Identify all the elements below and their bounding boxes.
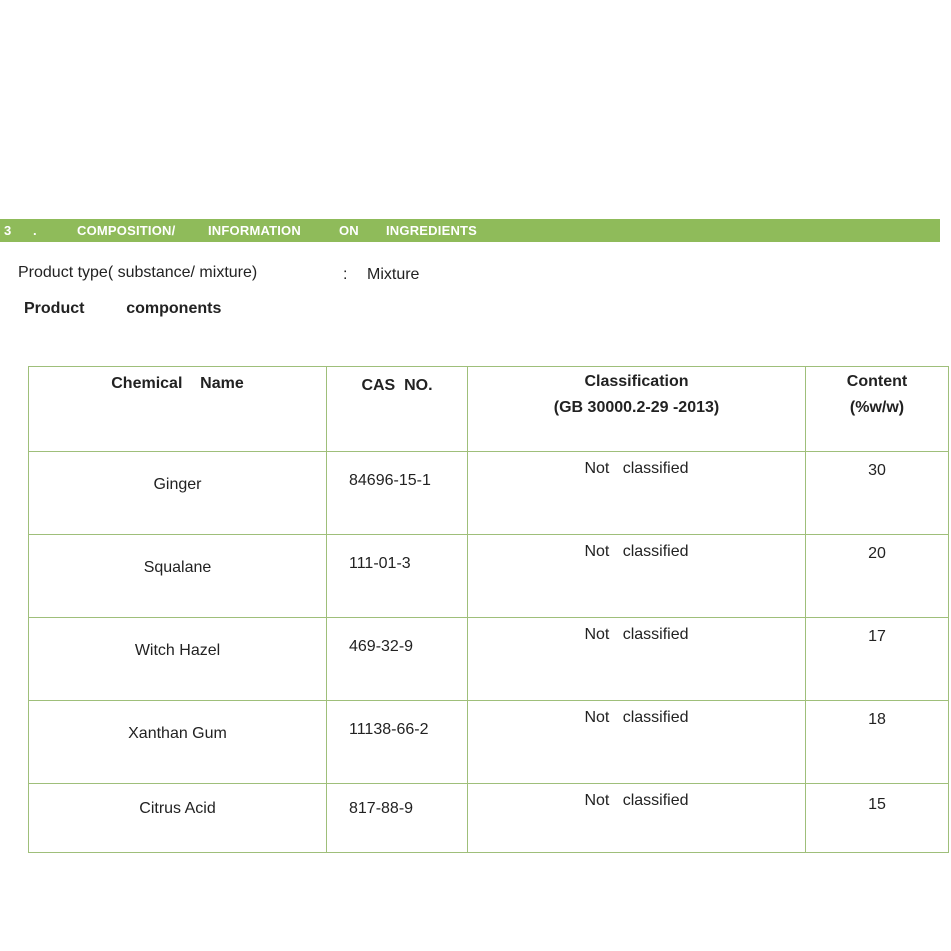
header-cas-no-label: CAS NO.	[361, 377, 433, 394]
cell-classification: Not classified	[468, 535, 806, 618]
cell-chemical-name: Xanthan Gum	[29, 701, 327, 784]
product-type-separator: :	[343, 266, 348, 283]
cell-content: 18	[806, 701, 949, 784]
cell-content: 15	[806, 784, 949, 853]
cell-cas-no: 469-32-9	[327, 618, 468, 701]
header-content-line1: Content	[846, 373, 908, 390]
section-dot: .	[33, 223, 37, 238]
section-title-word-3: ON	[339, 223, 359, 238]
cell-chemical-name: Ginger	[29, 452, 327, 535]
cell-content: 17	[806, 618, 949, 701]
cell-chemical-name: Squalane	[29, 535, 327, 618]
cell-chemical-name: Citrus Acid	[29, 784, 327, 853]
header-classification-line2: (GB 30000.2-29 -2013)	[553, 399, 720, 416]
cell-classification: Not classified	[468, 452, 806, 535]
table-header-row	[29, 367, 949, 452]
cell-classification: Not classified	[468, 701, 806, 784]
cell-cas-no: 11138-66-2	[327, 701, 468, 784]
table-row	[29, 618, 949, 701]
cell-content: 20	[806, 535, 949, 618]
table-row	[29, 452, 949, 535]
header-content-line2: (%w/w)	[849, 399, 905, 416]
cell-classification: Not classified	[468, 618, 806, 701]
product-type-value: Mixture	[367, 266, 420, 283]
section-title-word-4: INGREDIENTS	[386, 223, 478, 238]
components-heading: Product components	[24, 300, 222, 317]
section-title-word-1: COMPOSITION/	[77, 223, 176, 238]
header-classification-line1: Classification	[584, 373, 689, 390]
header-classification	[468, 367, 806, 452]
cell-cas-no: 84696-15-1	[327, 452, 468, 535]
header-chemical-name	[29, 367, 327, 452]
header-chemical-name-label: Chemical Name	[111, 375, 244, 392]
cell-classification: Not classified	[468, 784, 806, 853]
cell-content: 30	[806, 452, 949, 535]
header-content	[806, 367, 949, 452]
section-title-word-2: INFORMATION	[208, 223, 301, 238]
section-number: 3	[4, 223, 12, 238]
table-row	[29, 701, 949, 784]
cell-cas-no: 817-88-9	[327, 784, 468, 853]
table-row	[29, 535, 949, 618]
section-header-bar	[0, 219, 940, 242]
header-cas-no	[327, 367, 468, 452]
product-type-label: Product type( substance/ mixture)	[18, 264, 258, 281]
cell-chemical-name: Witch Hazel	[29, 618, 327, 701]
cell-cas-no: 111-01-3	[327, 535, 468, 618]
table-row	[29, 784, 949, 853]
components-table	[28, 366, 949, 853]
